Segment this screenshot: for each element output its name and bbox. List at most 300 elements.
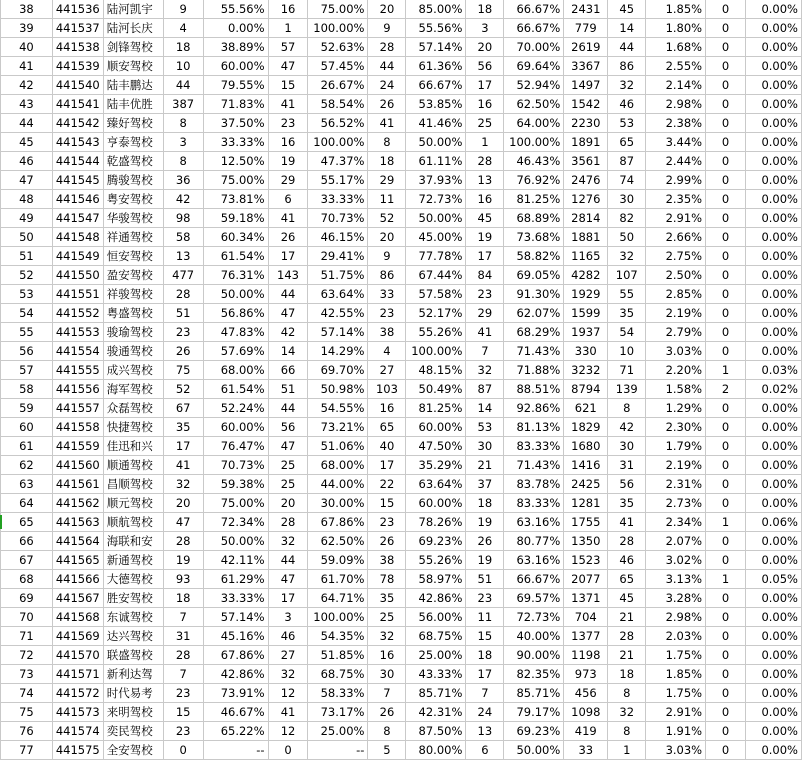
- table-cell[interactable]: 61.70%: [308, 570, 368, 589]
- table-cell[interactable]: 35: [608, 494, 646, 513]
- row-number-cell[interactable]: 74: [1, 684, 53, 703]
- table-cell[interactable]: 38: [368, 551, 406, 570]
- table-cell[interactable]: 973: [564, 665, 608, 684]
- school-name-cell[interactable]: 顺航驾校: [103, 513, 163, 532]
- table-cell[interactable]: 68.00%: [203, 361, 268, 380]
- table-cell[interactable]: 71.83%: [203, 95, 268, 114]
- table-cell[interactable]: 61.11%: [406, 152, 466, 171]
- table-cell[interactable]: 2.50%: [646, 266, 706, 285]
- table-cell[interactable]: 0.00%: [745, 57, 801, 76]
- table-cell[interactable]: 35.29%: [406, 456, 466, 475]
- table-cell[interactable]: 3.13%: [646, 570, 706, 589]
- table-cell[interactable]: 8: [608, 722, 646, 741]
- table-cell[interactable]: 1.91%: [646, 722, 706, 741]
- table-cell[interactable]: 107: [608, 266, 646, 285]
- school-name-cell[interactable]: 剑锋驾校: [103, 38, 163, 57]
- table-cell[interactable]: 12: [268, 684, 308, 703]
- table-cell[interactable]: 0.00%: [745, 190, 801, 209]
- table-cell[interactable]: 0.00%: [745, 247, 801, 266]
- table-cell[interactable]: 46: [268, 627, 308, 646]
- school-name-cell[interactable]: 顺元驾校: [103, 494, 163, 513]
- table-cell[interactable]: 2.98%: [646, 95, 706, 114]
- table-cell[interactable]: 1: [706, 570, 746, 589]
- table-cell[interactable]: 33.33%: [203, 589, 268, 608]
- table-cell[interactable]: 53: [608, 114, 646, 133]
- table-cell[interactable]: 68.75%: [308, 665, 368, 684]
- table-cell[interactable]: 56.86%: [203, 304, 268, 323]
- table-cell[interactable]: 0: [706, 76, 746, 95]
- table-cell[interactable]: 50.00%: [504, 741, 564, 760]
- table-cell[interactable]: 441574: [52, 722, 103, 741]
- table-cell[interactable]: 28: [268, 513, 308, 532]
- table-cell[interactable]: 8: [608, 399, 646, 418]
- table-cell[interactable]: 33: [564, 741, 608, 760]
- table-cell[interactable]: 0.00%: [745, 475, 801, 494]
- table-cell[interactable]: 0.00%: [745, 342, 801, 361]
- table-cell[interactable]: 76.92%: [504, 171, 564, 190]
- table-cell[interactable]: 2425: [564, 475, 608, 494]
- school-name-cell[interactable]: 众磊驾校: [103, 399, 163, 418]
- table-row[interactable]: [1, 285, 802, 304]
- table-cell[interactable]: 55.26%: [406, 551, 466, 570]
- table-cell[interactable]: 33.33%: [308, 190, 368, 209]
- table-cell[interactable]: 21: [608, 608, 646, 627]
- table-cell[interactable]: 1.79%: [646, 437, 706, 456]
- table-cell[interactable]: 56: [268, 418, 308, 437]
- row-number-cell[interactable]: 56: [1, 342, 53, 361]
- table-cell[interactable]: 73.21%: [308, 418, 368, 437]
- table-cell[interactable]: 73.17%: [308, 703, 368, 722]
- table-cell[interactable]: 7: [163, 665, 203, 684]
- school-name-cell[interactable]: 海联和安: [103, 532, 163, 551]
- table-cell[interactable]: 441536: [52, 0, 103, 19]
- table-row[interactable]: [1, 19, 802, 38]
- row-number-cell[interactable]: 42: [1, 76, 53, 95]
- row-number-cell[interactable]: 39: [1, 19, 53, 38]
- table-cell[interactable]: 441561: [52, 475, 103, 494]
- row-number-cell[interactable]: 77: [1, 741, 53, 760]
- table-row[interactable]: [1, 456, 802, 475]
- table-cell[interactable]: 12.50%: [203, 152, 268, 171]
- table-cell[interactable]: 3.28%: [646, 589, 706, 608]
- row-number-cell[interactable]: 69: [1, 589, 53, 608]
- table-cell[interactable]: 47: [268, 437, 308, 456]
- table-cell[interactable]: 2.34%: [646, 513, 706, 532]
- table-cell[interactable]: 441567: [52, 589, 103, 608]
- table-cell[interactable]: 61.54%: [203, 247, 268, 266]
- school-name-cell[interactable]: 联盛驾校: [103, 646, 163, 665]
- table-cell[interactable]: 5: [368, 741, 406, 760]
- table-cell[interactable]: 35: [608, 304, 646, 323]
- table-cell[interactable]: 28: [368, 38, 406, 57]
- table-cell[interactable]: 419: [564, 722, 608, 741]
- table-cell[interactable]: 69.05%: [504, 266, 564, 285]
- table-cell[interactable]: 24: [466, 703, 504, 722]
- school-name-cell[interactable]: 陆丰优胜: [103, 95, 163, 114]
- table-cell[interactable]: 26: [268, 228, 308, 247]
- table-cell[interactable]: 42: [268, 323, 308, 342]
- table-cell[interactable]: 2.19%: [646, 456, 706, 475]
- school-name-cell[interactable]: 海军驾校: [103, 380, 163, 399]
- table-cell[interactable]: 0.00%: [745, 228, 801, 247]
- table-cell[interactable]: 28: [163, 646, 203, 665]
- table-cell[interactable]: 60.00%: [406, 418, 466, 437]
- table-cell[interactable]: 25: [466, 114, 504, 133]
- table-cell[interactable]: 51.85%: [308, 646, 368, 665]
- table-cell[interactable]: 3232: [564, 361, 608, 380]
- table-cell[interactable]: 65.22%: [203, 722, 268, 741]
- table-cell[interactable]: 15: [268, 76, 308, 95]
- table-cell[interactable]: 56: [466, 57, 504, 76]
- table-cell[interactable]: 2431: [564, 0, 608, 19]
- table-cell[interactable]: 1350: [564, 532, 608, 551]
- row-number-cell[interactable]: 49: [1, 209, 53, 228]
- table-row[interactable]: [1, 228, 802, 247]
- table-cell[interactable]: 17: [268, 589, 308, 608]
- table-cell[interactable]: 30: [368, 665, 406, 684]
- table-cell[interactable]: 704: [564, 608, 608, 627]
- table-cell[interactable]: 57.69%: [203, 342, 268, 361]
- school-name-cell[interactable]: 达兴驾校: [103, 627, 163, 646]
- table-cell[interactable]: 90.00%: [504, 646, 564, 665]
- table-cell[interactable]: 18: [466, 646, 504, 665]
- table-cell[interactable]: 0.00%: [745, 532, 801, 551]
- table-row[interactable]: [1, 323, 802, 342]
- table-cell[interactable]: 441564: [52, 532, 103, 551]
- table-cell[interactable]: 51: [163, 304, 203, 323]
- row-number-cell[interactable]: 73: [1, 665, 53, 684]
- table-cell[interactable]: 32: [163, 475, 203, 494]
- table-cell[interactable]: 14.29%: [308, 342, 368, 361]
- table-cell[interactable]: 0: [706, 456, 746, 475]
- row-number-cell[interactable]: 47: [1, 171, 53, 190]
- table-row[interactable]: [1, 95, 802, 114]
- table-cell[interactable]: 4: [163, 19, 203, 38]
- table-cell[interactable]: 441538: [52, 38, 103, 57]
- table-cell[interactable]: 41: [268, 209, 308, 228]
- table-row[interactable]: [1, 342, 802, 361]
- table-cell[interactable]: 2.03%: [646, 627, 706, 646]
- table-cell[interactable]: 20: [268, 494, 308, 513]
- row-number-cell[interactable]: 71: [1, 627, 53, 646]
- table-cell[interactable]: 3: [466, 19, 504, 38]
- table-cell[interactable]: 4282: [564, 266, 608, 285]
- table-cell[interactable]: 18: [466, 494, 504, 513]
- table-cell[interactable]: 3.03%: [646, 741, 706, 760]
- table-cell[interactable]: 74: [608, 171, 646, 190]
- table-cell[interactable]: 61.36%: [406, 57, 466, 76]
- table-cell[interactable]: 0.00%: [745, 114, 801, 133]
- table-cell[interactable]: 46.67%: [203, 703, 268, 722]
- table-cell[interactable]: 62.50%: [308, 532, 368, 551]
- table-cell[interactable]: 32: [608, 703, 646, 722]
- table-cell[interactable]: 46: [608, 95, 646, 114]
- table-cell[interactable]: 2.99%: [646, 171, 706, 190]
- table-cell[interactable]: 32: [268, 665, 308, 684]
- table-cell[interactable]: 85.00%: [406, 0, 466, 19]
- table-cell[interactable]: 17: [368, 456, 406, 475]
- table-cell[interactable]: 52.63%: [308, 38, 368, 57]
- table-cell[interactable]: 1937: [564, 323, 608, 342]
- table-row[interactable]: [1, 152, 802, 171]
- row-number-cell[interactable]: 68: [1, 570, 53, 589]
- table-row[interactable]: [1, 437, 802, 456]
- table-cell[interactable]: 62.50%: [504, 95, 564, 114]
- table-cell[interactable]: 441572: [52, 684, 103, 703]
- table-cell[interactable]: 25: [268, 475, 308, 494]
- table-cell[interactable]: 19: [163, 551, 203, 570]
- table-cell[interactable]: 0: [706, 57, 746, 76]
- table-cell[interactable]: 21: [466, 456, 504, 475]
- table-row[interactable]: [1, 570, 802, 589]
- table-cell[interactable]: 30.00%: [308, 494, 368, 513]
- table-cell[interactable]: 68.89%: [504, 209, 564, 228]
- table-cell[interactable]: 3.02%: [646, 551, 706, 570]
- table-cell[interactable]: 2: [706, 380, 746, 399]
- table-cell[interactable]: 61.29%: [203, 570, 268, 589]
- school-name-cell[interactable]: 新利达驾: [103, 665, 163, 684]
- table-cell[interactable]: 441570: [52, 646, 103, 665]
- table-cell[interactable]: 1: [466, 133, 504, 152]
- table-cell[interactable]: 44: [268, 551, 308, 570]
- table-cell[interactable]: 2077: [564, 570, 608, 589]
- table-cell[interactable]: 21: [608, 646, 646, 665]
- table-cell[interactable]: 1680: [564, 437, 608, 456]
- table-cell[interactable]: 47: [268, 304, 308, 323]
- row-number-cell[interactable]: 60: [1, 418, 53, 437]
- table-cell[interactable]: 1.80%: [646, 19, 706, 38]
- table-cell[interactable]: 441548: [52, 228, 103, 247]
- table-cell[interactable]: 100.00%: [406, 342, 466, 361]
- table-cell[interactable]: 22: [368, 475, 406, 494]
- table-cell[interactable]: 87: [466, 380, 504, 399]
- table-cell[interactable]: 0: [706, 304, 746, 323]
- table-cell[interactable]: 17: [466, 76, 504, 95]
- table-cell[interactable]: 50.00%: [406, 209, 466, 228]
- table-cell[interactable]: 28: [163, 532, 203, 551]
- table-cell[interactable]: 1.58%: [646, 380, 706, 399]
- table-cell[interactable]: 0: [706, 209, 746, 228]
- table-cell[interactable]: 69.23%: [406, 532, 466, 551]
- table-cell[interactable]: 0: [706, 38, 746, 57]
- table-cell[interactable]: 57: [268, 38, 308, 57]
- table-cell[interactable]: 71.43%: [504, 342, 564, 361]
- table-cell[interactable]: 51.06%: [308, 437, 368, 456]
- table-cell[interactable]: 2.66%: [646, 228, 706, 247]
- table-cell[interactable]: 2.79%: [646, 323, 706, 342]
- row-number-cell[interactable]: 52: [1, 266, 53, 285]
- table-cell[interactable]: 23: [466, 589, 504, 608]
- table-cell[interactable]: 81.25%: [406, 399, 466, 418]
- table-cell[interactable]: 23: [268, 114, 308, 133]
- table-cell[interactable]: 50: [608, 228, 646, 247]
- table-cell[interactable]: 76.47%: [203, 437, 268, 456]
- table-cell[interactable]: 63.16%: [504, 551, 564, 570]
- table-cell[interactable]: 66.67%: [504, 0, 564, 19]
- table-cell[interactable]: 0.00%: [745, 0, 801, 19]
- school-name-cell[interactable]: 盈安驾校: [103, 266, 163, 285]
- table-cell[interactable]: 69.64%: [504, 57, 564, 76]
- table-cell[interactable]: 9: [368, 247, 406, 266]
- table-cell[interactable]: 17: [268, 247, 308, 266]
- table-cell[interactable]: 54.35%: [308, 627, 368, 646]
- table-cell[interactable]: 441566: [52, 570, 103, 589]
- table-cell[interactable]: 0.00%: [745, 76, 801, 95]
- table-cell[interactable]: 66.67%: [504, 570, 564, 589]
- table-cell[interactable]: 0.00%: [745, 418, 801, 437]
- table-cell[interactable]: 53.85%: [406, 95, 466, 114]
- row-number-cell[interactable]: 75: [1, 703, 53, 722]
- table-cell[interactable]: 80.77%: [504, 532, 564, 551]
- row-number-cell[interactable]: 46: [1, 152, 53, 171]
- table-cell[interactable]: 85.71%: [504, 684, 564, 703]
- table-cell[interactable]: 1198: [564, 646, 608, 665]
- row-number-cell[interactable]: 57: [1, 361, 53, 380]
- table-cell[interactable]: 0: [706, 665, 746, 684]
- table-cell[interactable]: 45: [608, 589, 646, 608]
- table-cell[interactable]: 59.38%: [203, 475, 268, 494]
- table-cell[interactable]: 13: [163, 247, 203, 266]
- table-cell[interactable]: 60.34%: [203, 228, 268, 247]
- table-cell[interactable]: 17: [163, 437, 203, 456]
- table-cell[interactable]: 441547: [52, 209, 103, 228]
- table-cell[interactable]: 76.31%: [203, 266, 268, 285]
- table-cell[interactable]: 0.00%: [745, 152, 801, 171]
- table-cell[interactable]: 52: [163, 380, 203, 399]
- table-cell[interactable]: 58.33%: [308, 684, 368, 703]
- row-number-cell[interactable]: 48: [1, 190, 53, 209]
- table-cell[interactable]: 0.00%: [745, 133, 801, 152]
- table-cell[interactable]: 441537: [52, 19, 103, 38]
- table-cell[interactable]: 85.71%: [406, 684, 466, 703]
- table-cell[interactable]: 29: [268, 171, 308, 190]
- table-cell[interactable]: 1523: [564, 551, 608, 570]
- table-cell[interactable]: 30: [466, 437, 504, 456]
- table-cell[interactable]: 2.20%: [646, 361, 706, 380]
- table-cell[interactable]: 0: [706, 589, 746, 608]
- row-number-cell[interactable]: 55: [1, 323, 53, 342]
- row-number-cell[interactable]: 63: [1, 475, 53, 494]
- table-row[interactable]: [1, 589, 802, 608]
- table-cell[interactable]: 48.15%: [406, 361, 466, 380]
- table-cell[interactable]: 92.86%: [504, 399, 564, 418]
- school-name-cell[interactable]: 粤安驾校: [103, 190, 163, 209]
- table-cell[interactable]: 65: [608, 133, 646, 152]
- table-row[interactable]: [1, 646, 802, 665]
- table-cell[interactable]: 103: [368, 380, 406, 399]
- table-cell[interactable]: 52: [368, 209, 406, 228]
- table-cell[interactable]: 441559: [52, 437, 103, 456]
- table-cell[interactable]: 19: [268, 152, 308, 171]
- table-cell[interactable]: 58.82%: [504, 247, 564, 266]
- table-cell[interactable]: 83.33%: [504, 437, 564, 456]
- table-cell[interactable]: 8: [163, 152, 203, 171]
- table-cell[interactable]: 1.75%: [646, 684, 706, 703]
- school-name-cell[interactable]: 陆河长庆: [103, 19, 163, 38]
- table-cell[interactable]: 28: [163, 285, 203, 304]
- table-cell[interactable]: 25.00%: [406, 646, 466, 665]
- table-cell[interactable]: 441562: [52, 494, 103, 513]
- table-cell[interactable]: 16: [466, 95, 504, 114]
- table-cell[interactable]: 70.73%: [308, 209, 368, 228]
- table-cell[interactable]: 441546: [52, 190, 103, 209]
- table-cell[interactable]: 33: [368, 285, 406, 304]
- table-cell[interactable]: 20: [368, 228, 406, 247]
- table-cell[interactable]: 0: [706, 228, 746, 247]
- table-cell[interactable]: 44: [163, 76, 203, 95]
- table-cell[interactable]: 37: [466, 475, 504, 494]
- table-cell[interactable]: 62.07%: [504, 304, 564, 323]
- table-cell[interactable]: 50.49%: [406, 380, 466, 399]
- table-cell[interactable]: 0: [706, 152, 746, 171]
- table-cell[interactable]: 37.50%: [203, 114, 268, 133]
- table-cell[interactable]: 0: [706, 323, 746, 342]
- row-number-cell[interactable]: 66: [1, 532, 53, 551]
- table-row[interactable]: [1, 361, 802, 380]
- table-cell[interactable]: 59.09%: [308, 551, 368, 570]
- table-cell[interactable]: 0: [706, 722, 746, 741]
- table-row[interactable]: [1, 114, 802, 133]
- table-cell[interactable]: --: [308, 741, 368, 760]
- table-cell[interactable]: 9: [368, 19, 406, 38]
- table-cell[interactable]: 29: [368, 171, 406, 190]
- table-row[interactable]: [1, 380, 802, 399]
- table-cell[interactable]: 23: [466, 285, 504, 304]
- table-cell[interactable]: 2.19%: [646, 304, 706, 323]
- table-cell[interactable]: 1497: [564, 76, 608, 95]
- table-cell[interactable]: 0.00%: [745, 703, 801, 722]
- school-name-cell[interactable]: 骏瑜驾校: [103, 323, 163, 342]
- table-cell[interactable]: 67.44%: [406, 266, 466, 285]
- table-cell[interactable]: 19: [466, 551, 504, 570]
- table-cell[interactable]: 84: [466, 266, 504, 285]
- table-cell[interactable]: 0: [706, 133, 746, 152]
- table-cell[interactable]: 70.00%: [504, 38, 564, 57]
- table-cell[interactable]: 16: [368, 646, 406, 665]
- table-cell[interactable]: 86: [608, 57, 646, 76]
- table-cell[interactable]: 40.00%: [504, 627, 564, 646]
- table-cell[interactable]: 1: [706, 361, 746, 380]
- table-cell[interactable]: 100.00%: [308, 19, 368, 38]
- table-cell[interactable]: 69.23%: [504, 722, 564, 741]
- table-cell[interactable]: 45: [608, 0, 646, 19]
- table-cell[interactable]: 441539: [52, 57, 103, 76]
- table-cell[interactable]: 44: [268, 285, 308, 304]
- table-cell[interactable]: 37.93%: [406, 171, 466, 190]
- table-cell[interactable]: 67.86%: [308, 513, 368, 532]
- table-cell[interactable]: 441541: [52, 95, 103, 114]
- table-cell[interactable]: 0: [706, 646, 746, 665]
- table-cell[interactable]: 0: [706, 437, 746, 456]
- table-cell[interactable]: 0.00%: [745, 456, 801, 475]
- table-cell[interactable]: 26: [368, 532, 406, 551]
- school-name-cell[interactable]: 华骏驾校: [103, 209, 163, 228]
- table-cell[interactable]: 54.55%: [308, 399, 368, 418]
- table-cell[interactable]: 0: [706, 266, 746, 285]
- table-cell[interactable]: 0: [163, 741, 203, 760]
- table-cell[interactable]: 54: [608, 323, 646, 342]
- school-name-cell[interactable]: 顺通驾校: [103, 456, 163, 475]
- table-cell[interactable]: 56.00%: [406, 608, 466, 627]
- table-cell[interactable]: 2.38%: [646, 114, 706, 133]
- table-cell[interactable]: 2.73%: [646, 494, 706, 513]
- table-cell[interactable]: 0: [706, 703, 746, 722]
- table-cell[interactable]: 87.50%: [406, 722, 466, 741]
- school-name-cell[interactable]: 新通驾校: [103, 551, 163, 570]
- table-cell[interactable]: 75.00%: [203, 494, 268, 513]
- table-cell[interactable]: 1891: [564, 133, 608, 152]
- row-number-cell[interactable]: 64: [1, 494, 53, 513]
